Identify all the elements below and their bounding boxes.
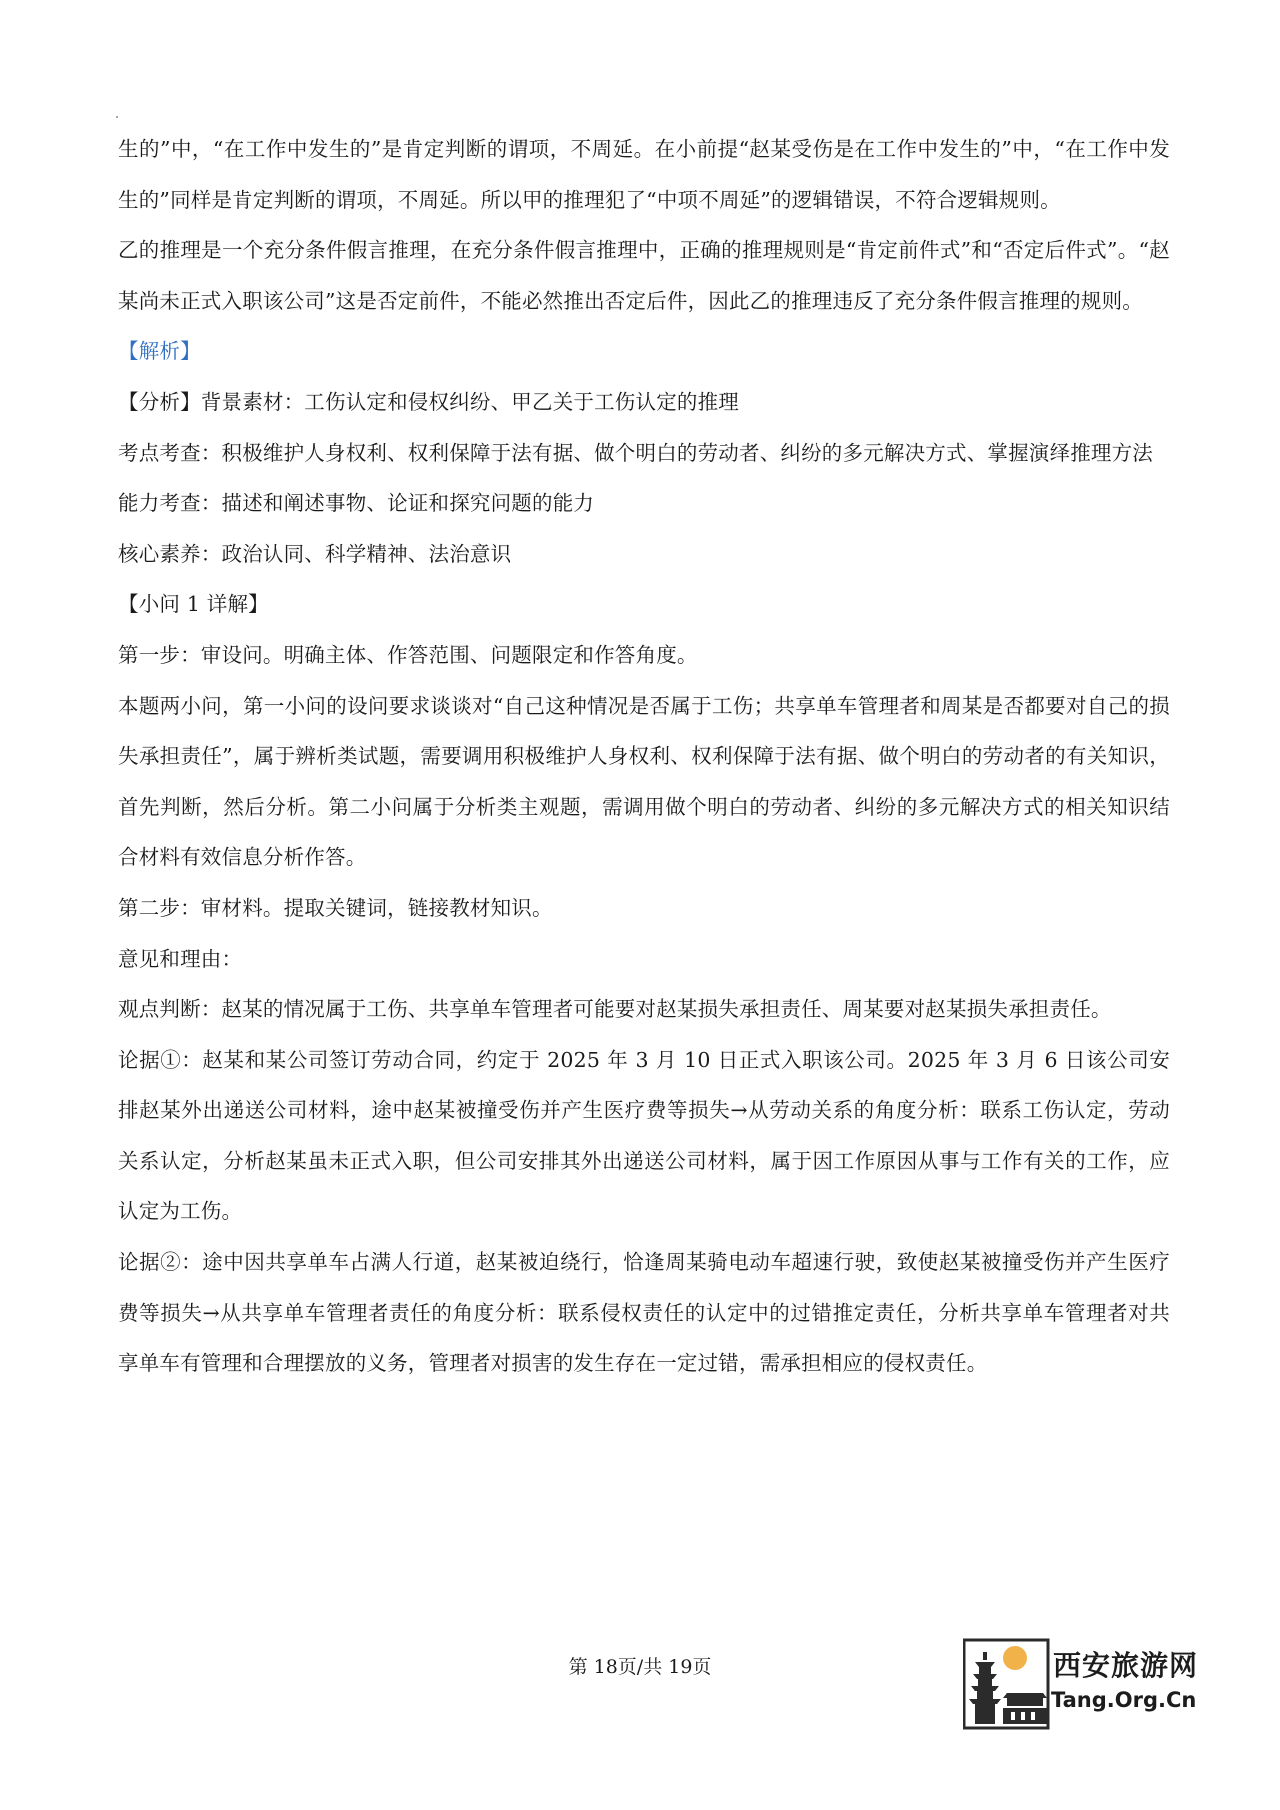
document-body [118,124,1170,1389]
section-heading-q1: 【小问 1 详解】 [118,592,269,617]
paragraph-reasoning-a: 生的”中，“在工作中发生的”是肯定判断的谓项，不周延。在小前提“赵某受伤是在工作中发生的”中，“在工作中发生的”同样是肯定判断的谓项，不周延。所以甲的推理犯了“中项不周延”的逻辑错误，不符合逻辑规则。 [118,137,1170,212]
paragraph-background: 【分析】背景素材：工伤认定和侵权纠纷、甲乙关于工伤认定的推理 [118,389,739,414]
paragraph-opinion-heading: 意见和理由： [118,946,243,971]
paragraph-question-analysis: 本题两小问，第一小问的设问要求谈谈对“自己这种情况是否属于工伤；共享单车管理者和周某是否都要对自己的损失承担责任”，属于辨析类试题，需要调用积极维护人身权利、权利保障于法有据、做个明白的劳动者的有关知识，首先判断，然后分析。第二小问属于分析类主观题，需调用做个明白的劳动者、纠纷的多元解决方式的相关知识结合材料有效信息分析作答。 [118,693,1170,870]
paragraph-exam-points: 考点考查：积极维护人身权利、权利保障于法有据、做个明白的劳动者、纠纷的多元解决方式、掌握演绎推理方法 [118,440,1153,465]
paragraph-argument-2: 论据②：途中因共享单车占满人行道，赵某被迫绕行，恰逢周某骑电动车超速行驶，致使赵某被撞受伤并产生医疗费等损失→从共享单车管理者责任的角度分析：联系侵权责任的认定中的过错推定责任，分析共享单车管理者对共享单车有管理和合理摆放的义务，管理者对损害的发生存在一定过错，需承担相应的侵权责任。 [118,1250,1170,1376]
pagoda-icon [963,1638,1053,1730]
paragraph-step-one: 第一步：审设问。明确主体、作答范围、问题限定和作答角度。 [118,642,698,667]
paragraph-ability: 能力考查：描述和阐述事物、论证和探究问题的能力 [118,491,595,516]
site-url: Tang.Org.Cn [1051,1688,1197,1712]
paragraph-argument-1: 论据①：赵某和某公司签订劳动合同，约定于 2025 年 3 月 10 日正式入职该公司。2025 年 3 月 6 日该公司安排赵某外出递送公司材料，途中赵某被撞受伤并产生医疗费等损失→从劳动关系的角度分析：联系工伤认定，劳动关系认定，分析赵某虽未正式入职，但公司安排其外出递送公司材料，属于因工作原因从事与工作有关的工作，应认定为工伤。 [118,1047,1170,1224]
paragraph-judgement: 观点判断：赵某的情况属于工伤、共享单车管理者可能要对赵某损失承担责任、周某要对赵某损失承担责任。 [118,997,1112,1022]
paragraph-core-literacy: 核心素养：政治认同、科学精神、法治意识 [118,541,512,566]
paragraph-reasoning-b: 乙的推理是一个充分条件假言推理，在充分条件假言推理中，正确的推理规则是“肯定前件式”和“否定后件式”。“赵某尚未正式入职该公司”这是否定前件，不能必然推出否定后件，因此乙的推理违反了充分条件假言推理的规则。 [118,238,1170,313]
site-watermark-logo [963,1638,1213,1730]
page-number: 第 18页/共 19页 [568,1656,712,1678]
section-heading-analysis: 【解析】 [118,339,201,364]
paragraph-step-two: 第二步：审材料。提取关键词，链接教材知识。 [118,895,553,920]
site-name: 西安旅游网 [1053,1649,1199,1682]
scan-dot [116,116,118,118]
